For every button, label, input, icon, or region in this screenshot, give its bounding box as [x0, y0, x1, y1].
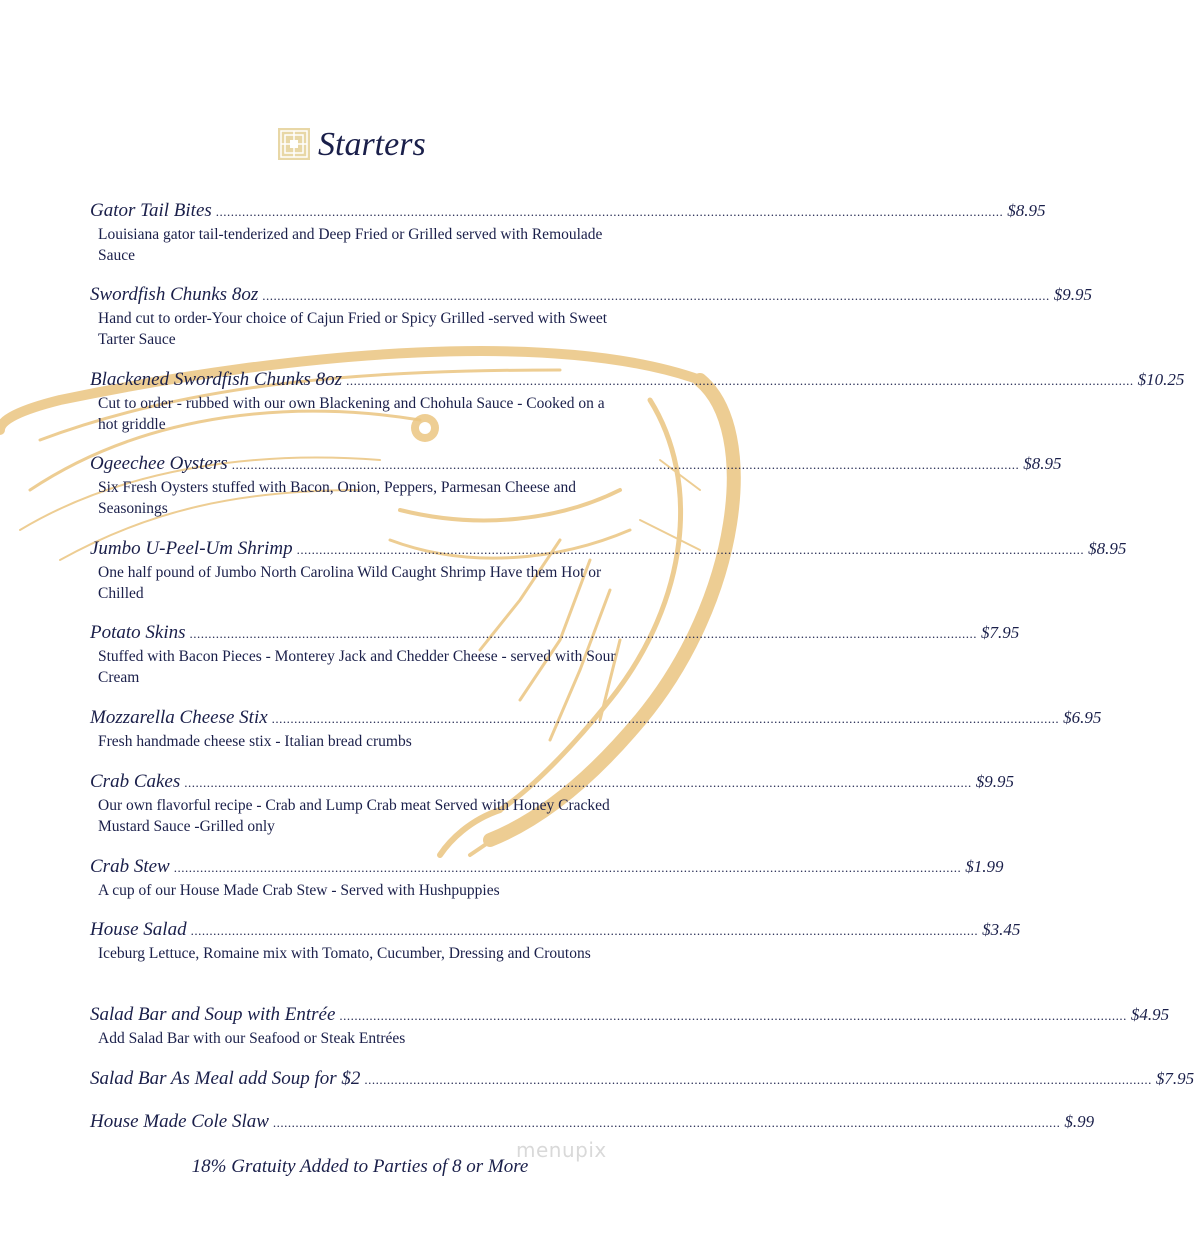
menu-item-swordfish-chunks — [90, 284, 1092, 350]
item-price: $.99 — [1064, 1112, 1095, 1131]
item-price: $8.95 — [1088, 539, 1127, 558]
menu-item-salad-bar-meal — [90, 1068, 1194, 1092]
item-name: Swordfish Chunks 8oz — [90, 284, 259, 305]
item-description: Iceburg Lettuce, Romaine mix with Tomato, Cucumber, Dressing and Croutons — [98, 945, 591, 962]
item-name: Gator Tail Bites — [90, 200, 212, 221]
dot-leader — [190, 626, 978, 642]
item-description: Cut to order - rubbed with our own Blackening and Chohula Sauce - Cooked on a hot griddle — [98, 395, 605, 433]
item-description: Hand cut to order-Your choice of Cajun Fried or Spicy Grilled -served with Sweet Tarter Sauce — [98, 310, 608, 348]
dot-leader — [262, 288, 1050, 304]
dot-leader — [364, 1072, 1152, 1088]
item-price: $7.95 — [981, 623, 1020, 642]
item-price: $6.95 — [1063, 708, 1102, 727]
square-ornament-icon — [278, 128, 310, 160]
item-price: $1.99 — [965, 857, 1004, 876]
gratuity-note: 18% Gratuity Added to Parties of 8 or More — [191, 1156, 529, 1177]
item-description: One half pound of Jumbo North Carolina Wild Caught Shrimp Have them Hot or Chilled — [98, 564, 602, 602]
item-name: Blackened Swordfish Chunks 8oz — [90, 369, 343, 390]
dot-leader — [232, 457, 1020, 473]
dot-leader — [216, 204, 1004, 220]
dot-leader — [346, 373, 1134, 389]
item-name: Crab Cakes — [90, 771, 181, 792]
menu-item-jumbo-shrimp — [90, 538, 1126, 604]
menu-item-gator-tail-bites — [90, 200, 1046, 266]
dot-leader — [339, 1008, 1127, 1024]
item-description: Louisiana gator tail-tenderized and Deep Fried or Grilled served with Remoulade Sauce — [98, 226, 603, 264]
menu-item-cole-slaw — [90, 1111, 1094, 1135]
item-name: House Salad — [90, 919, 187, 940]
item-description: Six Fresh Oysters stuffed with Bacon, Onion, Peppers, Parmesan Cheese and Seasonings — [98, 479, 576, 517]
item-name: Crab Stew — [90, 856, 170, 877]
item-price: $9.95 — [1053, 285, 1092, 304]
section-title: Starters — [318, 126, 426, 163]
menu-item-house-salad — [90, 919, 1020, 964]
menu-item-ogeechee-oysters — [90, 453, 1061, 519]
item-price: $8.95 — [1023, 454, 1062, 473]
watermark-logo: menupix — [516, 1138, 607, 1162]
dot-leader — [297, 542, 1085, 558]
item-description: Stuffed with Bacon Pieces - Monterey Jack and Chedder Cheese - served with Sour Cream — [98, 648, 616, 686]
item-description: A cup of our House Made Crab Stew - Served with Hushpuppies — [98, 882, 500, 899]
item-description: Add Salad Bar with our Seafood or Steak Entrées — [98, 1030, 406, 1047]
menu-item-salad-bar-soup-entree — [90, 1004, 1169, 1049]
item-name: Jumbo U-Peel-Um Shrimp — [90, 538, 293, 559]
menu-item-crab-cakes — [90, 771, 1014, 837]
item-description: Our own flavorful recipe - Crab and Lump Crab meat Served with Honey Cracked Mustard Sauce -Grilled only — [98, 797, 610, 835]
dot-leader — [272, 711, 1060, 727]
item-price: $3.45 — [982, 920, 1021, 939]
item-name: Salad Bar As Meal add Soup for $2 — [90, 1068, 361, 1089]
item-name: Ogeechee Oysters — [90, 453, 228, 474]
dot-leader — [191, 923, 979, 939]
item-price: $8.95 — [1007, 201, 1046, 220]
menu-item-potato-skins — [90, 622, 1019, 688]
item-name: Potato Skins — [90, 622, 186, 643]
section-header — [0, 126, 750, 172]
item-price: $7.95 — [1155, 1069, 1194, 1088]
menu-item-blackened-swordfish — [90, 369, 1184, 435]
item-name: Salad Bar and Soup with Entrée — [90, 1004, 336, 1025]
item-price: $9.95 — [975, 772, 1014, 791]
dot-leader — [174, 860, 962, 876]
item-name: House Made Cole Slaw — [90, 1111, 269, 1132]
dot-leader — [184, 775, 972, 791]
item-price: $4.95 — [1130, 1005, 1170, 1024]
menu-item-crab-stew — [90, 856, 1003, 901]
menu-item-mozzarella-stix — [90, 707, 1101, 752]
item-price: $10.25 — [1137, 370, 1185, 389]
item-description: Fresh handmade cheese stix - Italian bread crumbs — [98, 733, 412, 750]
dot-leader — [273, 1115, 1061, 1131]
item-name: Mozzarella Cheese Stix — [90, 707, 268, 728]
